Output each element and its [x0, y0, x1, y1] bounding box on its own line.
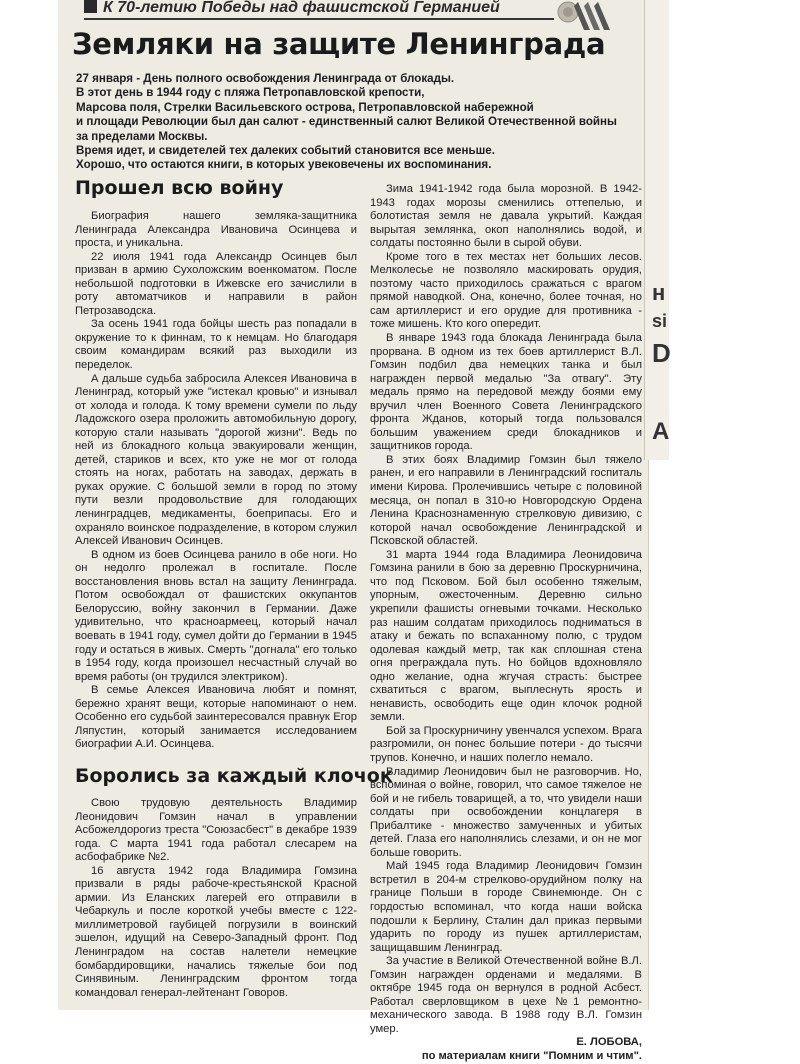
section-heading: Боролись за каждый клочок	[75, 765, 393, 787]
section-banner	[84, 0, 554, 20]
lead-line: за пределами Москвы.	[76, 129, 208, 143]
paragraph: Зима 1941-1942 года была морозной. В 1942-1943 годах морозы сменились оттепелью, и болотистая земля не давала укрытий. Каждая вырытая землянка, окоп наполнялись водой, и солдаты постоянно были в сырой обуви.	[370, 183, 642, 250]
source-note: по материалам книги "Помним и чтим".	[421, 1050, 642, 1062]
banner-text: К 70-летию Победы над фашистской Германией	[103, 0, 500, 16]
square-bullet-icon	[84, 0, 97, 13]
paragraph: За осень 1941 года бойцы шесть раз попадали в окружение то к финнам, то к немцам. Но благодаря своим командирам всякий раз выходили из переделок.	[75, 318, 357, 372]
lead-line: Марсова поля, Стрелки Васильевского острова, Петропавловской набережной	[76, 100, 534, 114]
paragraph: А дальше судьба забросила Алексея Ивановича в Ленинград, который уже "истекал кровью" и изнывал от холода и голода. К тому времени сумели по льду Ладожского озера проложить автомобильную дорогу, которую стали называть "дорогой жизни". Ведь по ней из блокадного кольца эвакуировали женщин, детей, стариков и всех, кто уже не мог от голода стоять на ногах, работать на заводах, держать в руках оружие. С большой земли в город по этому пути везли продовольствие для голодающих ленинградцев, медикаменты, боеприпасы. Его и охраняло воинское подразделение, в котором служил Алексей Иванович Осинцев.	[75, 372, 357, 548]
column-left-bottom	[75, 797, 357, 1000]
paragraph: Бой за Проскурничину увенчался успехом. Врага разгромили, он понес большие потери - до тысячи трупов. Конечно, и наших полегло немало.	[370, 724, 642, 764]
paragraph: В этих боях Владимир Гомзин был тяжело ранен, и его направили в Ленинградский госпиталь имени Кирова. Пролечившись четыре с половиной месяца, он попал в 310-ю Новгородскую Ордена Ленина Краснознаменную стрелковую дивизию, с которой начал освобождение Ленинградской и Псковской областей.	[370, 453, 642, 548]
paragraph: Свою трудовую деятельность Владимир Леонидович Гомзин начал в управлении Асбожелдорогиз треста "Союзасбест" в декабре 1939 года. С марта 1941 года работал слесарем на асбофабрике №2.	[75, 797, 357, 864]
author-signature: Е. ЛОБОВА,	[576, 1036, 642, 1049]
lead-line: и площади Революции был дан салют - единственный салют Великой Отечественной войны	[76, 115, 617, 129]
lead-line: Хорошо, что остаются книги, в которых увековечены их воспоминания.	[76, 158, 492, 172]
adjacent-clipping-edge	[644, 0, 669, 460]
paragraph: В январе 1943 года блокада Ленинграда была прорвана. В одном из тех боев артиллерист В.Л. Гомзин подбил два немецких танка и был награжден первой медалью "За отвагу". Эту медаль прямо на передовой между боями ему вручил член Военного Совета Ленинградского фронта Жданов, который тогда пользовался большим уважением среди блокадников и защитников города.	[370, 332, 642, 453]
column-left-top	[75, 210, 357, 752]
paragraph: 22 июля 1941 года Александр Осинцев был призван в армию Сухоложским военкоматом. После небольшой подготовки в Ижевске его зачислили в роту автоматчиков и направили в район Петрозаводска.	[75, 250, 357, 317]
lead-line: 27 января - День полного освобождения Ленинграда от блокады.	[76, 72, 455, 85]
article-lead	[76, 72, 644, 173]
article-title: Земляки на защите Ленинграда	[72, 27, 606, 61]
paragraph: Май 1945 года Владимир Леонидович Гомзин встретил в 204-м стрелково-орудийном полку на границе Польши в городе Свинемюнде. Он с гордостью вспоминал, что когда наши войска подошли к Берлину, Сталин дал приказ первыми ударить по городу из пушек артиллеристам, защищавшим Ленинград.	[370, 860, 642, 954]
lead-line: Время идет, и свидетелей тех далеких событий становится все меньше.	[76, 144, 495, 158]
paragraph: Биография нашего земляка-защитника Ленинграда Александра Ивановича Осинцева и проста, и уникальна.	[75, 210, 357, 250]
edge-letter: A	[652, 418, 670, 445]
paragraph: В одном из боев Осинцева ранило в обе ноги. Но он недолго пролежал в госпитале. После восстановления вновь встал на защиту Ленинграда. Потом освобождал от фашистских оккупантов Белоруссию, войну закончил в Германии. Даже удивительно, что красноармеец, который начал воевать в 1941 году, сумел дойти до Германии в 1945 году и остаться в живых. Смерть "догнала" его только в 1954 году, когда произошел несчастный случай во время работы (он трудился электриком).	[75, 548, 357, 683]
paragraph: Владимир Леонидович был не разговорчив. Но, вспоминая о войне, говорил, что самое тяжелое не бой и не гибель товарищей, а то, что увидели наши солдаты при освобождении концлагеря в Прибалтике - множество замученных и убитых детей. Глаза его наполнялись слезами, и он не мог больше говорить.	[370, 765, 642, 859]
column-right	[370, 183, 642, 1064]
paragraph: В семье Алексея Ивановича любят и помнят, бережно хранят вещи, которые напоминают о нем. Особенно его судьбой заинтересовался правнук Егор Ляпустин, который занимается исследованием биографии А.И. Осинцева.	[75, 684, 357, 751]
edge-letter: н	[652, 280, 666, 305]
edge-letter: D	[652, 338, 671, 368]
paragraph: Кроме того в тех местах нет больших лесов. Мелколесье не позволяло маскировать орудия, поэтому часто приходилось сражаться с врагом прямой наводкой. Она, конечно, более точная, но сам артиллерист и его орудие для противника - тоже мишень. Кто кого опередит.	[370, 250, 642, 331]
paragraph: 31 марта 1944 года Владимира Леонидовича Гомзина ранили в бою за деревню Проскурничина, что под Псковом. Бой был особенно тяжелым, упорным, ожесточенным. Деревню сильно укрепили фашисты огневыми точками. Несколько раз нашим солдатам приходилось подниматься в атаку и бежать по вспаханному полю, с трудом одолевая каждый метр, так как сплошная стена огня преграждала путь. Но бойцов вдохновляло одно желание, одна жгучая страсть: быстрее схватиться с врагом, выплеснуть ярость и ненависть, освободить еще один клочок родной земли.	[370, 548, 642, 724]
lead-line: В этот день в 1944 году с пляжа Петропавловской крепости,	[76, 86, 425, 100]
paragraph: За участие в Великой Отечественной войне В.Л. Гомзин награжден орденами и медалями. В октябре 1945 года он вернулся в родной Асбест. Работал сверловщиком в цехе №1 ремонтно-механического завода. В 1988 году В.Л. Гомзин умер.	[370, 955, 642, 1035]
paragraph: 16 августа 1942 года Владимира Гомзина призвали в ряды рабоче-крестьянской Красной армии. Из Еланских лагерей его отправили в Чебаркуль и после короткой учебы вместе с 122-миллиметровой гаубицей погрузили в воинский эшелон, идущий на Северо-Западный фронт. Под Ленинградом на состав налетели немецкие бомбардировщики, начались тяжелые бои под Синявиным. Ленинградским фронтом тогда командовал генерал-лейтенант Говоров.	[75, 864, 357, 999]
section-heading: Прошел всю войну	[75, 177, 284, 199]
edge-letter: si	[652, 311, 668, 331]
